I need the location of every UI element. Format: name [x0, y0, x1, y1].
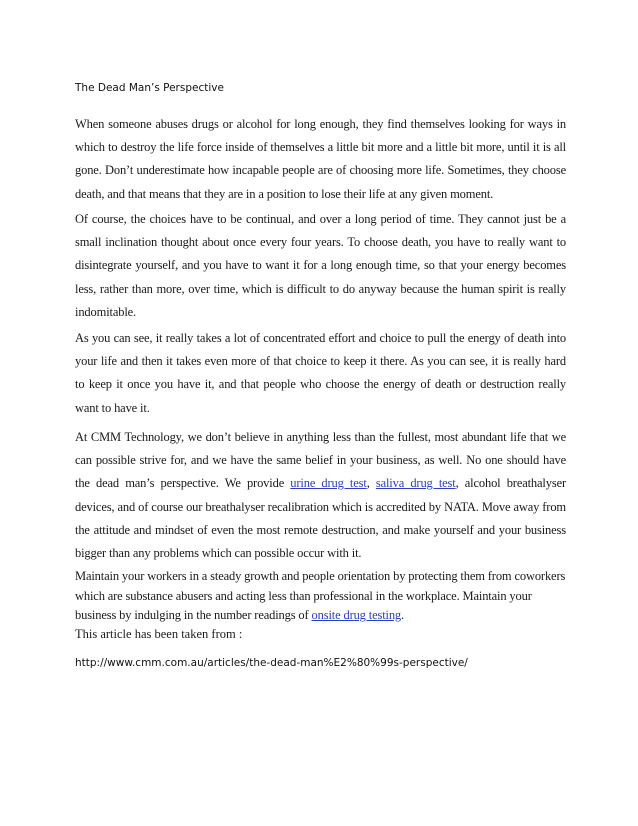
paragraph-5: [75, 567, 566, 626]
paragraph-1: When someone abuses drugs or alcohol for long enough, they find themselves looking for ways in which to destroy the life force inside of themselves a little bit more and a little bit more, until it is all gone. Don’t underestimate how incapable people are of choosing more life. Sometimes, they choose death, and that means that they are in a position to lose their life at any given moment.: [75, 117, 566, 201]
source-label: This article has been taken from :: [75, 627, 243, 641]
paragraph-4-text-c: , alcohol breathalyser devices, and of course our breathalyser recalibration which is accredited by NATA. Move away from the attitude and mindset of even the most remote destruction, and make yourself and your business bigger than any problems which can possible occur with it.: [75, 476, 566, 561]
paragraph-3: As you can see, it really takes a lot of concentrated effort and choice to pull the energy of death into your life and then it takes even more of that choice to keep it there. As you can see, it is really hard to keep it once you have it, and that people who choose the energy of death or destruction really want to have it.: [75, 331, 566, 415]
saliva-drug-test-link[interactable]: saliva drug test: [375, 476, 456, 491]
paragraph-4: [75, 426, 566, 565]
paragraph-5-text-a: Maintain your workers in a steady growth and people orientation by protecting them from coworkers which are substance abusers and acting less than professional in the workplace. Maintain your business by indulging in the number readings of: [75, 569, 566, 622]
source-url: http://www.cmm.com.au/articles/the-dead-man%E2%80%99s-perspective/: [75, 657, 468, 669]
paragraph-4-text-b: ,: [366, 476, 376, 491]
urine-drug-test-link[interactable]: urine drug test: [290, 476, 367, 491]
paragraph-2: Of course, the choices have to be continual, and over a long period of time. They cannot just be a small inclination thought about once every four years. To choose death, you have to really want to disintegrate yourself, and you have to want it for a long enough time, so that your energy becomes less, rather than more, over time, which is difficult to do anyway because the human spirit is really indomitable.: [75, 212, 566, 319]
paragraph-4-text-a: At CMM Technology, we don’t believe in anything less than the fullest, most abundant life that we can possible strive for, and we have the same belief in your business, as well. No one should have the dead man’s perspective. We provide: [75, 430, 566, 491]
document-title: The Dead Man’s Perspective: [75, 82, 224, 94]
onsite-drug-testing-link[interactable]: onsite drug testing: [311, 608, 402, 622]
paragraph-5-text-b: .: [401, 608, 405, 622]
